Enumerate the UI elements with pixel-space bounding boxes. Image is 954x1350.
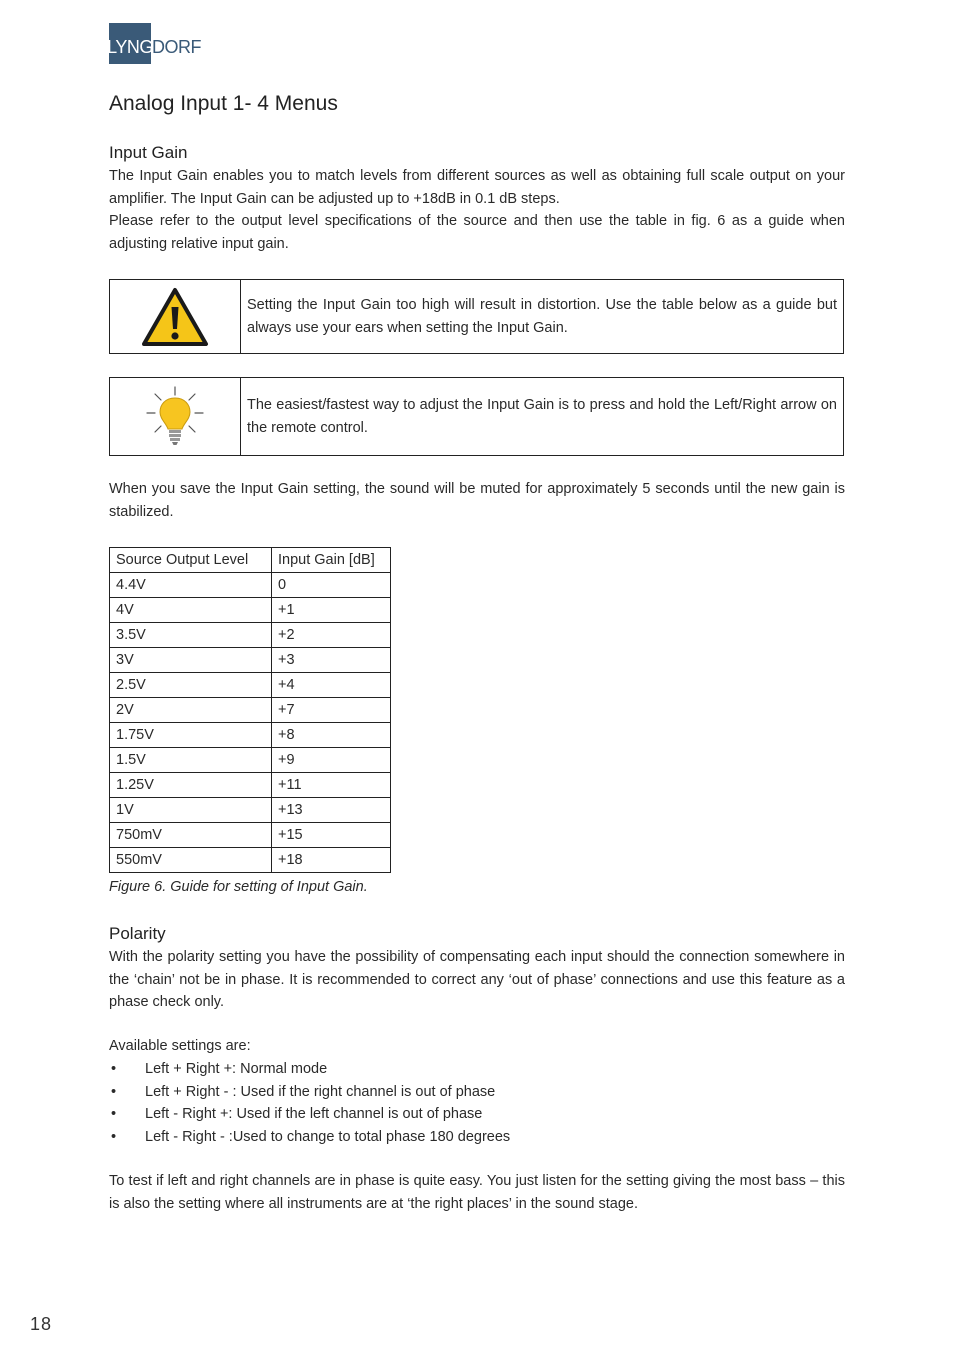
input-gain-table bbox=[109, 547, 391, 873]
setting-text: Left - Right +: Used if the left channel is out of phase bbox=[145, 1106, 483, 1122]
input-gain-cell: +3 bbox=[272, 648, 391, 673]
source-level-cell: 4.4V bbox=[110, 573, 272, 598]
source-level-cell: 1.75V bbox=[110, 723, 272, 748]
table-row bbox=[110, 848, 391, 873]
table-row bbox=[110, 798, 391, 823]
input-gain-cell: +13 bbox=[272, 798, 391, 823]
list-item bbox=[109, 1058, 510, 1081]
bullet: • bbox=[111, 1083, 117, 1100]
logo-text: DORF bbox=[152, 37, 201, 57]
tip-note-text: The easiest/fastest way to adjust the Input Gain is to press and hold the Left/Right arrow on the remote control. bbox=[247, 397, 837, 436]
polarity-paragraph: With the polarity setting you have the possibility of compensating each input should the connection somewhere in the ‘chain’ not be in phase. It is recommended to correct any ‘out of phase’ connections and use this feature as a phase check only. bbox=[109, 949, 845, 1010]
table-row bbox=[110, 573, 391, 598]
table-header-row bbox=[110, 548, 391, 573]
lyngdorf-logo bbox=[109, 23, 201, 64]
source-level-cell: 1.25V bbox=[110, 773, 272, 798]
source-level-cell: 550mV bbox=[110, 848, 272, 873]
table-row bbox=[110, 598, 391, 623]
table-row bbox=[110, 773, 391, 798]
input-gain-cell: +2 bbox=[272, 623, 391, 648]
setting-text: Left + Right +: Normal mode bbox=[145, 1061, 328, 1077]
warning-note bbox=[109, 279, 844, 354]
tip-note bbox=[109, 377, 844, 456]
table-row bbox=[110, 723, 391, 748]
input-gain-cell: +9 bbox=[272, 748, 391, 773]
warning-note-text: Setting the Input Gain too high will result in distortion. Use the table below as a guide but always use your ears when setting the Input Gain. bbox=[247, 297, 837, 336]
bullet: • bbox=[111, 1061, 117, 1077]
input-gain-cell: +18 bbox=[272, 848, 391, 873]
list-item bbox=[109, 1126, 510, 1149]
bullet: • bbox=[111, 1128, 117, 1145]
source-level-cell: 2.5V bbox=[110, 673, 272, 698]
warning-triangle-icon bbox=[141, 287, 209, 347]
figure-caption: Figure 6. Guide for setting of Input Gain. bbox=[109, 879, 368, 895]
source-level-cell: 1V bbox=[110, 798, 272, 823]
list-item bbox=[109, 1081, 510, 1104]
input-gain-paragraph-1: The Input Gain enables you to match levels from different sources as well as obtaining full scale output on your amplifier. The Input Gain can be adjusted up to +18dB in 0.1 dB steps. bbox=[109, 168, 845, 207]
input-gain-heading: Input Gain bbox=[109, 143, 188, 162]
available-settings-label: Available settings are: bbox=[109, 1038, 251, 1054]
source-level-cell: 3.5V bbox=[110, 623, 272, 648]
input-gain-cell: +8 bbox=[272, 723, 391, 748]
table-header-gain: Input Gain [dB] bbox=[272, 548, 391, 573]
setting-text: Left + Right - : Used if the right channel is out of phase bbox=[145, 1083, 496, 1100]
input-gain-cell: +15 bbox=[272, 823, 391, 848]
table-row bbox=[110, 623, 391, 648]
tip-icon-cell bbox=[110, 378, 241, 455]
save-note-paragraph: When you save the Input Gain setting, the sound will be muted for approximately 5 seconds until the new gain is stabilized. bbox=[109, 481, 845, 520]
input-gain-paragraph-2: Please refer to the output level specifications of the source and then use the table in fig. 6 as a guide when adjusting relative input gain. bbox=[109, 213, 845, 252]
source-level-cell: 2V bbox=[110, 698, 272, 723]
page-title: Analog Input 1- 4 Menus bbox=[109, 92, 338, 115]
table-row bbox=[110, 648, 391, 673]
warning-icon-cell bbox=[110, 280, 241, 353]
page-number: 18 bbox=[30, 1314, 53, 1334]
polarity-settings-list bbox=[109, 1058, 510, 1148]
list-item bbox=[109, 1103, 510, 1126]
logo-box: LYNG bbox=[109, 23, 151, 64]
source-level-cell: 1.5V bbox=[110, 748, 272, 773]
source-level-cell: 3V bbox=[110, 648, 272, 673]
input-gain-cell: +1 bbox=[272, 598, 391, 623]
polarity-heading: Polarity bbox=[109, 924, 166, 943]
light-bulb-icon bbox=[143, 385, 207, 449]
table-row bbox=[110, 748, 391, 773]
setting-text: Left - Right - :Used to change to total phase 180 degrees bbox=[145, 1128, 511, 1145]
table-row bbox=[110, 673, 391, 698]
bullet: • bbox=[111, 1106, 117, 1122]
input-gain-cell: +11 bbox=[272, 773, 391, 798]
input-gain-cell: +4 bbox=[272, 673, 391, 698]
source-level-cell: 4V bbox=[110, 598, 272, 623]
input-gain-cell: +7 bbox=[272, 698, 391, 723]
input-gain-cell: 0 bbox=[272, 573, 391, 598]
table-row bbox=[110, 823, 391, 848]
table-header-source: Source Output Level bbox=[110, 548, 272, 573]
table-row bbox=[110, 698, 391, 723]
phase-test-paragraph: To test if left and right channels are in phase is quite easy. You just listen for the setting giving the most bass – this is also the setting where all instruments are at ‘the right places’ in the sound stage. bbox=[109, 1173, 845, 1212]
source-level-cell: 750mV bbox=[110, 823, 272, 848]
